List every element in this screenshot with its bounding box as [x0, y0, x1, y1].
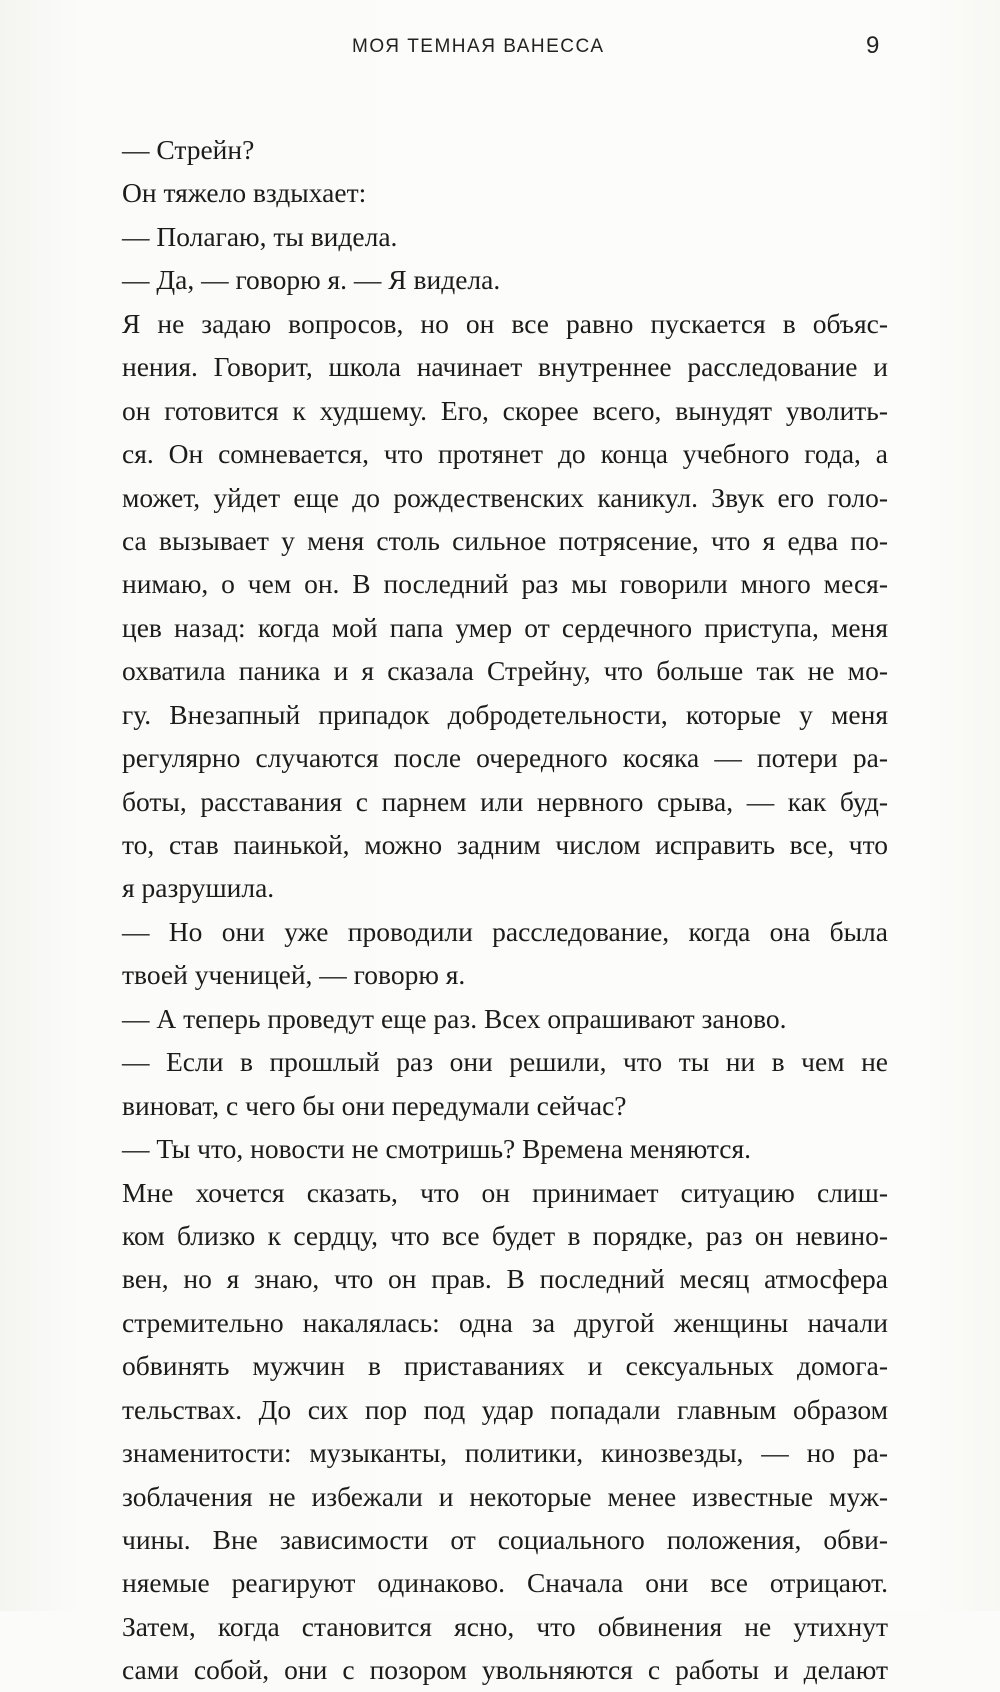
text-line: нения. Говорит, школа начинает внутреннее расследование и — [122, 351, 888, 383]
text-line: тельствах. До сих пор под удар попадали главным образом — [122, 1393, 888, 1425]
text-line: обвинять мужчин в приставаниях и сексуальных домога- — [122, 1350, 888, 1382]
text-line: — Но они уже проводили расследование, когда она была — [122, 915, 888, 947]
text-line: знаменитости: музыканты, политики, кинозвезды, — но ра- — [122, 1437, 888, 1469]
page-number: 9 — [866, 32, 880, 59]
text-line: няемые реагируют одинаково. Сначала они все отрицают. — [122, 1567, 888, 1599]
text-line: регулярно случаются после очередного косяка — потери ра- — [122, 742, 888, 774]
text-line: твоей ученицей, — говорю я. — [122, 959, 466, 991]
text-line: цев назад: когда мой папа умер от сердечного приступа, меня — [122, 611, 888, 643]
text-line: ся. Он сомневается, что протянет до конца учебного года, а — [122, 438, 888, 470]
text-line: — Ты что, новости не смотришь? Времена меняются. — [122, 1133, 752, 1165]
text-line: охватила паника и я сказала Стрейну, что больше так не мо- — [122, 655, 888, 687]
text-line: то, став паинькой, можно задним числом исправить все, что — [122, 829, 888, 860]
text-line: Я не задаю вопросов, но он все равно пускается в объяс- — [122, 307, 888, 339]
text-line: чины. Вне зависимости от социального положения, обви- — [122, 1524, 888, 1555]
text-line: — Если в прошлый раз они решили, что ты ни в чем не — [122, 1046, 888, 1078]
text-line: нимаю, о чем он. В последний раз мы говорили много меся- — [122, 568, 888, 600]
text-line: гу. Внезапный припадок добродетельности, которые у меня — [122, 698, 888, 730]
running-title: МОЯ ТЕМНАЯ ВАНЕССА — [352, 36, 605, 57]
text-line: — А теперь проведут еще раз. Всех опрашивают заново. — [122, 1002, 787, 1034]
text-line: ком близко к сердцу, что все будет в порядке, раз он невино- — [122, 1219, 888, 1251]
text-line: Мне хочется сказать, что он принимает ситуацию слиш- — [122, 1176, 888, 1208]
text-line: — Да, — говорю я. — Я видела. — [122, 264, 501, 296]
text-line: стремительно накалялась: одна за другой женщины начали — [122, 1306, 888, 1338]
text-line: Он тяжело вздыхает: — [122, 177, 367, 209]
text-line: сами собой, они с позором увольняются с работы и делают — [122, 1654, 888, 1686]
text-line: — Полагаю, ты видела. — [122, 220, 398, 252]
body-text — [122, 128, 888, 1692]
text-line: са вызывает у меня столь сильное потрясение, что я едва по- — [122, 524, 888, 556]
text-line: я разрушила. — [122, 872, 275, 904]
text-line: вен, но я знаю, что он прав. В последний месяц атмосфера — [122, 1263, 888, 1295]
text-line: он готовится к худшему. Его, скорее всего, вынудят уволить- — [122, 394, 888, 426]
text-line: боты, расставания с парнем или нервного срыва, — как буд- — [122, 785, 888, 817]
text-line: зоблачения не избежали и некоторые менее известные муж- — [122, 1480, 888, 1512]
text-line: виноват, с чего бы они передумали сейчас? — [122, 1089, 627, 1121]
text-line: Затем, когда становится ясно, что обвинения не утихнут — [122, 1610, 888, 1642]
text-line: может, уйдет еще до рождественских каникул. Звук его голо- — [122, 481, 888, 513]
text-line: — Стрейн? — [122, 134, 255, 165]
